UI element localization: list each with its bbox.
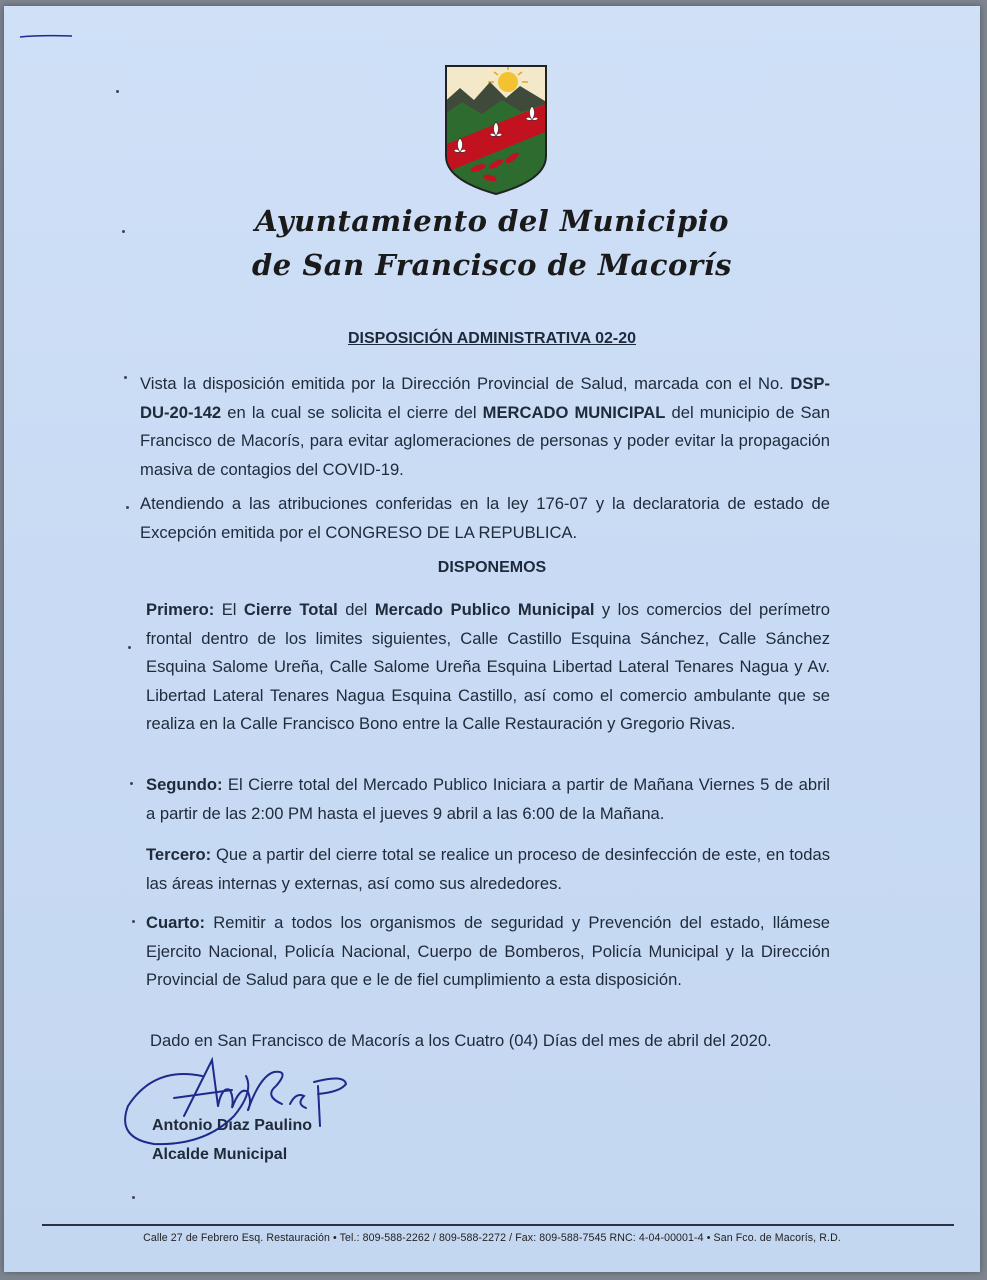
paragraph-vista: Vista la disposición emitida por la Dirección Provincial de Salud, marcada con el No. DSP-DU-20-142 en la cual se solicita el cierre del MERCADO MUNICIPAL del municipio de San Francisco de Macorís, para evitar aglomeraciones de personas y poder evitar la propagación masiva de contagios del COVID-19. (140, 374, 830, 479)
clause-cuarto: Cuarto: Remitir a todos los organismos de seguridad y Prevención del estado, llámese Ejercito Nacional, Policía Nacional, Cuerpo de Bomberos, Policía Municipal y la Dirección Provincial de Salud para que e le de fiel cumplimiento a esta disposición. (146, 913, 830, 989)
footer-contact: Calle 27 de Febrero Esq. Restauración • Tel.: 809-588-2262 / 809-588-2272 / Fax: 809-588-7545 RNC: 4-04-00001-4 • San Fco. de Macorís, R.D. (143, 1232, 841, 1244)
dado-line: Dado en San Francisco de Macorís a los Cuatro (04) Días del mes de abril del 2020. (150, 1031, 772, 1050)
header-line-1: Ayuntamiento del Municipio (254, 204, 730, 238)
speck (132, 920, 135, 923)
speck (116, 90, 119, 93)
speck (130, 782, 133, 785)
speck (122, 230, 125, 233)
clause-segundo: Segundo: El Cierre total del Mercado Publico Iniciara a partir de Mañana Viernes 5 de abril a partir de las 2:00 PM hasta el jueves 9 abril a las 6:00 de la Mañana. (146, 775, 830, 823)
header-line-2: de San Francisco de Macorís (252, 248, 732, 282)
clause-primero: Primero: El Cierre Total del Mercado Publico Municipal y los comercios del perímetro frontal dentro de los limites siguientes, Calle Castillo Esquina Sánchez, Calle Sánchez Esquina Salome Ureña, Calle Salome Ureña Esquina Libertad Lateral Tenares Nagua y Av. Libertad Lateral Tenares Nagua Esquina Castillo, así como el comercio ambulante que se realiza en la Calle Francisco Bono entre la Calle Restauración y Gregorio Rivas. (146, 600, 831, 733)
signer-name: Antonio Diaz Paulino (152, 1117, 312, 1134)
coat-of-arms-icon (442, 64, 550, 196)
handwritten-signature (114, 1046, 364, 1156)
paragraph-atendiendo: Atendiendo a las atribuciones conferidas en la ley 176-07 y la declaratoria de estado de Excepción emitida por el CONGRESO DE LA REPUBLICA. (140, 494, 830, 542)
disponemos-heading: DISPONEMOS (437, 559, 547, 576)
clause-tercero: Tercero: Que a partir del cierre total se realice un proceso de desinfección de este, en todas las áreas internas y externas, así como sus alrededores. (146, 845, 830, 893)
document-page (4, 6, 980, 1272)
speck (124, 376, 127, 379)
footer-rule (42, 1224, 954, 1226)
pen-mark (18, 32, 74, 40)
speck (126, 506, 129, 509)
signer-title: Alcalde Municipal (152, 1146, 288, 1163)
document-title: DISPOSICIÓN ADMINISTRATIVA 02-20 (347, 330, 637, 347)
speck (128, 646, 131, 649)
speck (132, 1196, 135, 1199)
